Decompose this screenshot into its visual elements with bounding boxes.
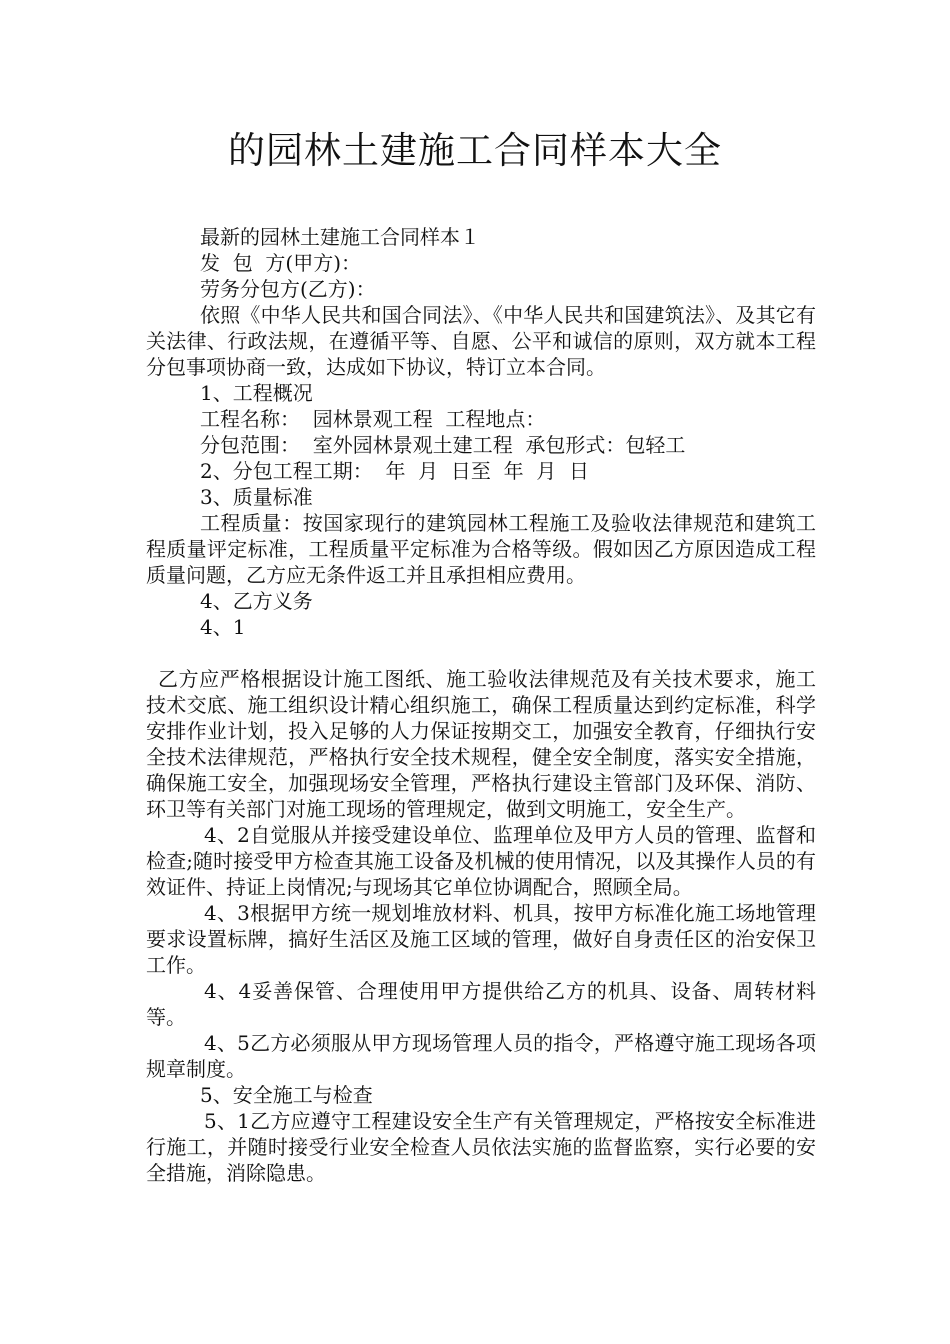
paragraph: 最新的园林土建施工合同样本１ [200, 225, 480, 249]
paragraph: 分包范围： 室外园林景观土建工程 承包形式：包轻工 [200, 433, 686, 457]
section-heading: 2、分包工程工期： 年 月 日至 年 月 日 [200, 459, 590, 483]
section-heading: 4、乙方义务 [200, 589, 313, 613]
document-body [146, 224, 816, 1186]
paragraph: 5、1乙方应遵守工程建设安全生产有关管理规定，严格按安全标准进行施工，并随时接受行业安全检查人员依法实施的监督监察，实行必要的安全措施，消除隐患。 [146, 1109, 816, 1185]
paragraph: 4、2自觉服从并接受建设单位、监理单位及甲方人员的管理、监督和检查;随时接受甲方检查其施工设备及机械的使用情况，以及其操作人员的有效证件、持证上岗情况;与现场其它单位协调配合，照顾全局。 [146, 823, 816, 899]
paragraph: 4、5乙方必须服从甲方现场管理人员的指令，严格遵守施工现场各项规章制度。 [146, 1031, 816, 1081]
paragraph: 乙方应严格根据设计施工图纸、施工验收法律规范及有关技术要求，施工技术交底、施工组织设计精心组织施工，确保工程质量达到约定标准，科学安排作业计划，投入足够的人力保证按期交工，加强安全教育，仔细执行安全技术法律规范，严格执行安全技术规程，健全安全制度，落实安全措施，确保施工安全，加强现场安全管理，严格执行建设主管部门及环保、消防、环卫等有关部门对施工现场的管理规定，做到文明施工，安全生产。 [146, 667, 816, 821]
paragraph: 劳务分包方(乙方)： [200, 277, 376, 301]
document-title: 的园林土建施工合同样本大全 [228, 129, 722, 172]
paragraph: 工程质量：按国家现行的建筑园林工程施工及验收法律规范和建筑工程质量评定标准，工程质量平定标准为合格等级。假如因乙方原因造成工程质量问题，乙方应无条件返工并且承担相应费用。 [146, 511, 816, 587]
paragraph: 依照《中华人民共和国合同法》、《中华人民共和国建筑法》、及其它有关法律、行政法规，在遵循平等、自愿、公平和诚信的原则，双方就本工程分包事项协商一致，达成如下协议，特订立本合同。 [146, 303, 816, 379]
section-heading: 5、安全施工与检查 [200, 1083, 373, 1107]
paragraph: 4、3根据甲方统一规划堆放材料、机具，按甲方标准化施工场地管理要求设置标牌，搞好生活区及施工区域的管理，做好自身责任区的治安保卫工作。 [146, 901, 816, 977]
clause-number: 4、1 [200, 615, 246, 639]
paragraph: 4、4妥善保管、合理使用甲方提供给乙方的机具、设备、周转材料等。 [146, 979, 816, 1029]
paragraph: 工程名称： 园林景观工程 工程地点： [200, 407, 546, 431]
paragraph: 发 包 方(甲方)： [200, 251, 362, 275]
section-heading: 1、工程概况 [200, 381, 313, 405]
section-heading: 3、质量标准 [200, 485, 313, 509]
